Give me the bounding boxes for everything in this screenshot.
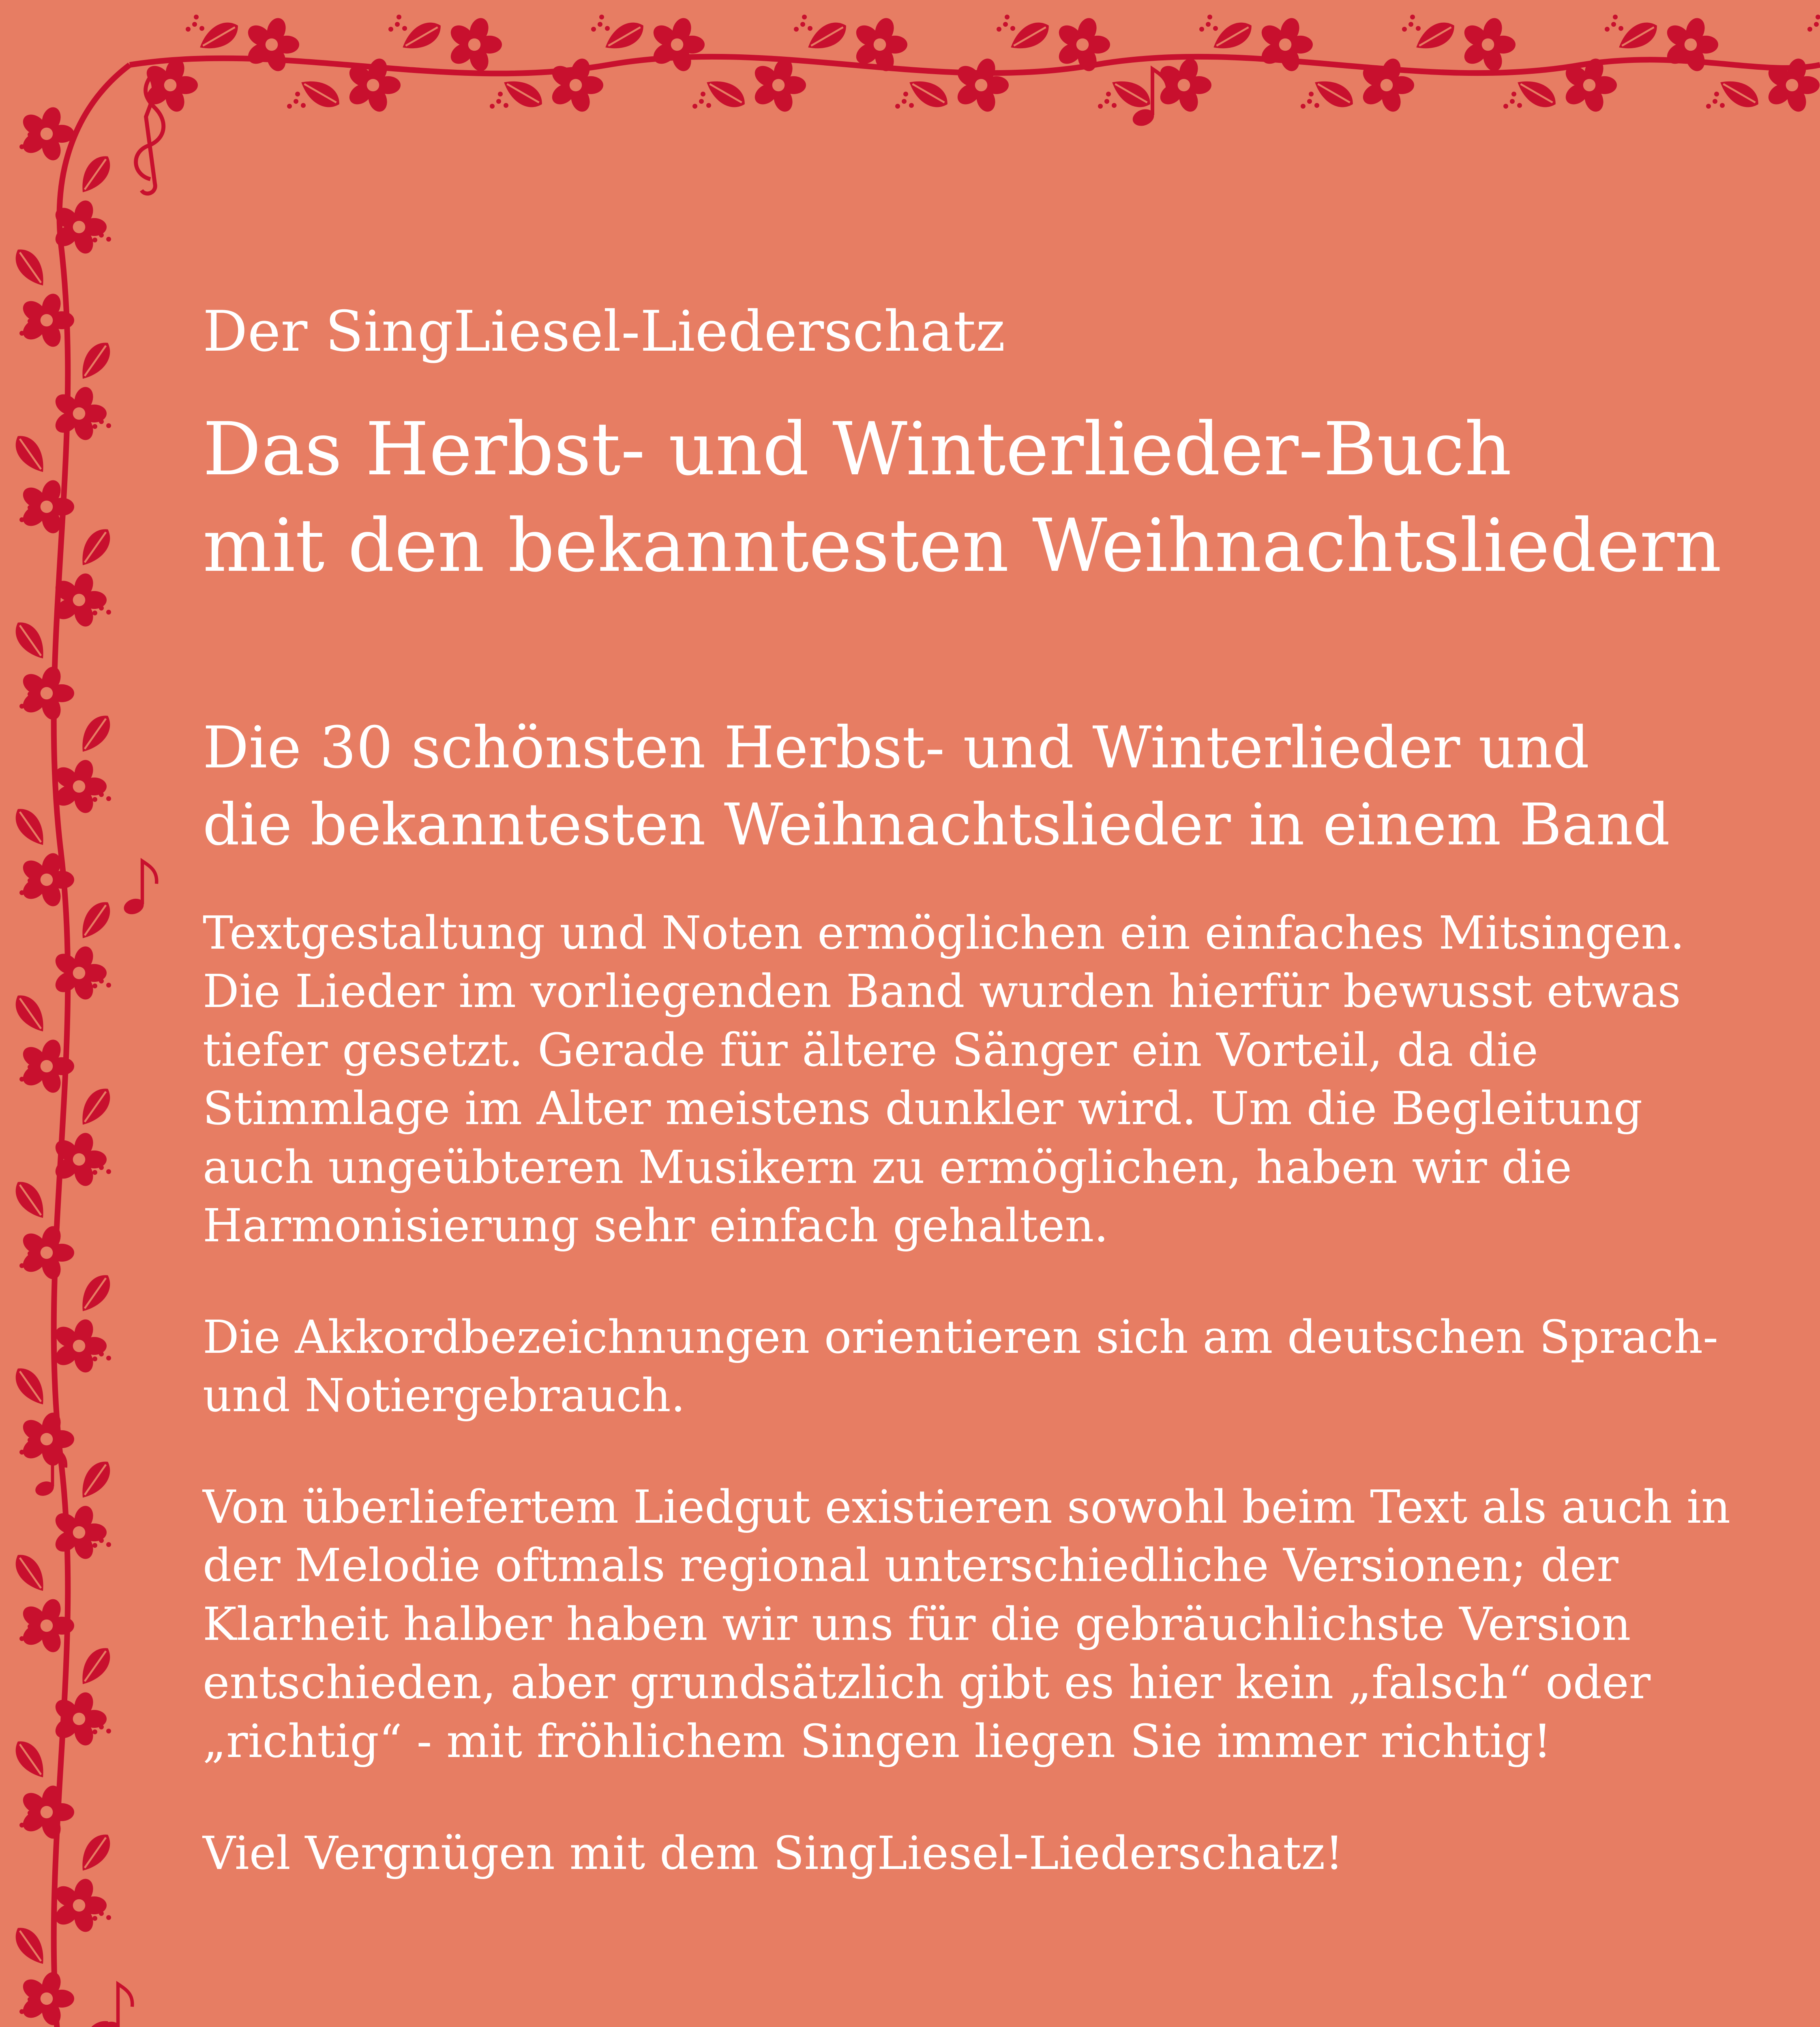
dot-cluster bbox=[186, 15, 204, 32]
leaf-icon bbox=[195, 16, 243, 56]
title-line-1: Das Herbst- und Winterlieder-Buch bbox=[203, 407, 1512, 492]
dot-cluster bbox=[591, 15, 610, 32]
dot-cluster bbox=[388, 15, 407, 32]
leaf-icon bbox=[74, 710, 117, 758]
description-paragraph-3: Von überliefertem Liedgut existieren sowohl beim Text als auch in der Melodie oftmals regional unterschiedliche Versionen; der Klarheit halber haben wir uns für die gebräuchlichste Version entschieden, aber grundsätzlich gibt es hier kein „falsch“ oder „richtig“ - mit fröhlichem Singen liegen Sie immer richtig! bbox=[203, 1481, 1731, 1768]
dot-cluster bbox=[895, 92, 914, 109]
leaf-icon bbox=[74, 523, 117, 571]
flower-icon bbox=[51, 1876, 107, 1934]
dot-cluster bbox=[490, 92, 508, 109]
music-note-icon bbox=[97, 1984, 132, 2027]
flower-icon bbox=[19, 1969, 74, 2027]
leaf-icon bbox=[1208, 16, 1257, 56]
leaf-icon bbox=[9, 1363, 52, 1410]
dot-cluster bbox=[1199, 15, 1218, 32]
flower-icon bbox=[954, 56, 1009, 114]
leaf-icon bbox=[74, 1083, 117, 1131]
series-name: Der SingLiesel-Liederschatz bbox=[203, 299, 1005, 364]
leaf-icon bbox=[9, 617, 52, 664]
leaf-icon bbox=[600, 16, 649, 56]
dot-cluster bbox=[692, 92, 711, 109]
flower-icon bbox=[51, 944, 107, 1002]
leaf-icon bbox=[9, 990, 52, 1037]
subtitle-line-1: Die 30 schönsten Herbst- und Winterlieder und bbox=[203, 714, 1590, 781]
music-note-icon bbox=[122, 861, 156, 917]
leaf-icon bbox=[74, 896, 117, 944]
leaf-icon bbox=[9, 1922, 52, 1970]
book-subtitle bbox=[203, 709, 1743, 864]
description bbox=[203, 904, 1743, 1823]
leaf-icon bbox=[1614, 16, 1662, 56]
flower-icon bbox=[447, 15, 502, 73]
dot-cluster bbox=[997, 15, 1015, 32]
dot-cluster bbox=[1503, 92, 1522, 109]
flower-icon bbox=[51, 384, 107, 442]
subtitle-line-2: die bekanntesten Weihnachtslieder in einem Band bbox=[203, 791, 1670, 859]
flower-icon bbox=[751, 56, 806, 114]
leaf-icon bbox=[803, 16, 851, 56]
flower-icon bbox=[19, 1783, 74, 1841]
flower-icon bbox=[1156, 56, 1211, 114]
closing-line: Viel Vergnügen mit dem SingLiesel-Liederschatz! bbox=[203, 1827, 1344, 1880]
leaf-icon bbox=[74, 1269, 117, 1317]
dot-cluster bbox=[1301, 92, 1319, 109]
leaf-icon bbox=[9, 430, 52, 478]
flower-icon bbox=[51, 1503, 107, 1561]
dot-cluster bbox=[1098, 92, 1117, 109]
leaf-icon bbox=[1411, 16, 1460, 56]
dot-cluster bbox=[1807, 15, 1820, 32]
flower-icon bbox=[19, 664, 74, 722]
leaf-icon bbox=[397, 16, 446, 56]
flower-icon bbox=[1460, 15, 1516, 73]
description-paragraph-1: Textgestaltung und Noten ermöglichen ein einfaches Mitsingen. Die Lieder im vorliegenden Band wurden hierfür bewusst etwas tiefer gesetzt. Gerade für ältere Sänger ein Vorteil, da die Stimmlage im Alter meistens dunkler wird. Um die Begleitung auch ungeübteren Musikern zu ermöglichen, haben wir die Harmonisierung sehr einfach gehalten. bbox=[203, 907, 1685, 1253]
dot-cluster bbox=[287, 92, 306, 109]
leaf-icon bbox=[1005, 16, 1054, 56]
leaf-icon bbox=[74, 1642, 117, 1690]
flower-icon bbox=[19, 1223, 74, 1281]
flower-icon bbox=[244, 15, 299, 73]
description-paragraph-2: Die Akkordbezeichnungen orientieren sich am deutschen Sprach- und Notiergebrauch. bbox=[203, 1311, 1718, 1423]
dot-cluster bbox=[1605, 15, 1623, 32]
leaf-icon bbox=[74, 150, 117, 198]
leaf-icon bbox=[74, 337, 117, 385]
leaf-icon bbox=[9, 1549, 52, 1597]
dot-cluster bbox=[1402, 15, 1421, 32]
flower-icon bbox=[1258, 15, 1313, 73]
book-title bbox=[203, 401, 1743, 594]
flower-icon bbox=[650, 15, 705, 73]
dot-cluster bbox=[1706, 92, 1725, 109]
leaf-icon bbox=[9, 803, 52, 851]
flower-icon bbox=[51, 1317, 107, 1375]
leaf-icon bbox=[74, 1829, 117, 1877]
dot-cluster bbox=[794, 15, 812, 32]
leaf-icon bbox=[9, 1736, 52, 1783]
leaf-icon bbox=[74, 1456, 117, 1504]
flower-icon bbox=[51, 757, 107, 815]
leaf-icon bbox=[9, 1176, 52, 1224]
leaf-icon bbox=[9, 244, 52, 291]
title-line-2: mit den bekanntesten Weihnachtsliedern bbox=[203, 503, 1722, 588]
